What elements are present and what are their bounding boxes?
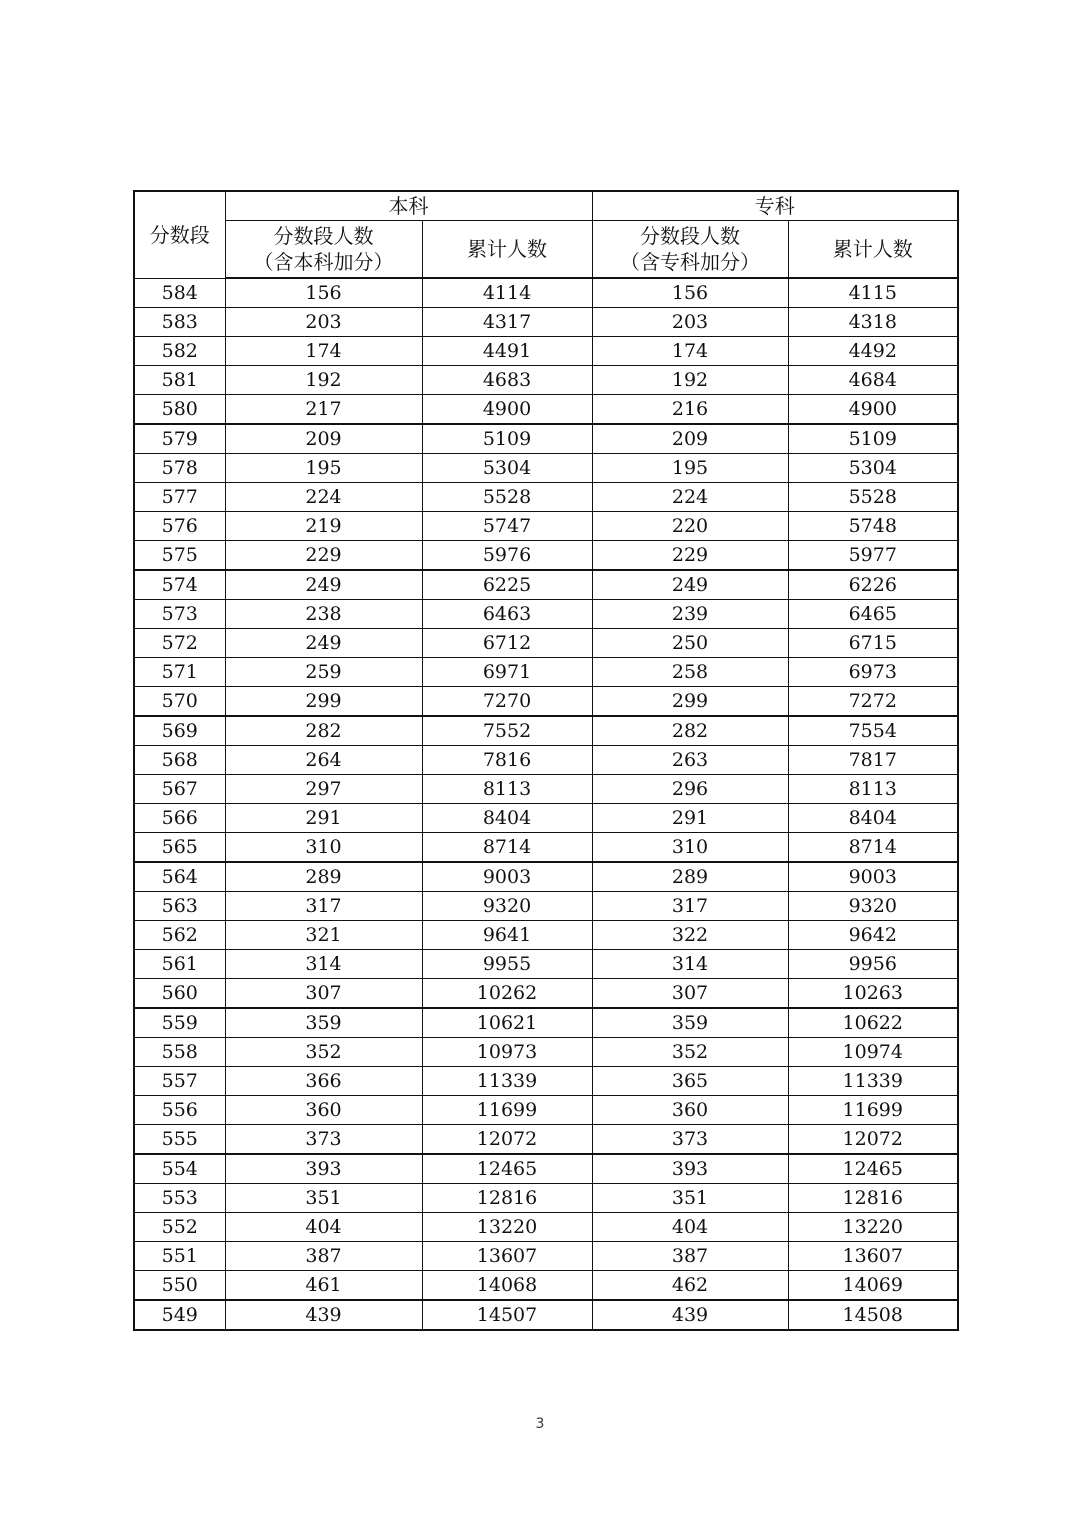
zhuanke-count-cell: 220 bbox=[592, 512, 788, 541]
zhuanke-count-cell: 195 bbox=[592, 454, 788, 483]
zhuanke-cumulative-cell: 10974 bbox=[788, 1038, 958, 1067]
score-cell: 577 bbox=[134, 483, 225, 512]
zhuanke-cumulative-cell: 5977 bbox=[788, 541, 958, 571]
score-cell: 564 bbox=[134, 862, 225, 892]
header-zhuanke-count bbox=[592, 221, 788, 279]
header-score-range: 分数段 bbox=[134, 191, 225, 278]
score-cell: 551 bbox=[134, 1242, 225, 1271]
zhuanke-cumulative-cell: 10263 bbox=[788, 979, 958, 1009]
table-row bbox=[134, 716, 958, 746]
table-row bbox=[134, 1184, 958, 1213]
zhuanke-count-cell: 263 bbox=[592, 746, 788, 775]
zhuanke-cumulative-cell: 9320 bbox=[788, 892, 958, 921]
table-row bbox=[134, 395, 958, 425]
score-cell: 582 bbox=[134, 337, 225, 366]
benke-count-cell: 291 bbox=[225, 804, 422, 833]
zhuanke-cumulative-cell: 4318 bbox=[788, 308, 958, 337]
score-cell: 550 bbox=[134, 1271, 225, 1301]
score-cell: 560 bbox=[134, 979, 225, 1009]
header-zhuanke-count-line2: （含专科加分） bbox=[620, 250, 760, 274]
benke-cumulative-cell: 5109 bbox=[422, 424, 592, 454]
score-cell: 549 bbox=[134, 1300, 225, 1330]
benke-cumulative-cell: 10973 bbox=[422, 1038, 592, 1067]
zhuanke-count-cell: 250 bbox=[592, 629, 788, 658]
benke-cumulative-cell: 5304 bbox=[422, 454, 592, 483]
zhuanke-count-cell: 387 bbox=[592, 1242, 788, 1271]
benke-cumulative-cell: 4900 bbox=[422, 395, 592, 425]
benke-cumulative-cell: 11699 bbox=[422, 1096, 592, 1125]
table-row bbox=[134, 950, 958, 979]
zhuanke-cumulative-cell: 4115 bbox=[788, 278, 958, 308]
score-cell: 559 bbox=[134, 1008, 225, 1038]
benke-cumulative-cell: 7270 bbox=[422, 687, 592, 717]
score-cell: 574 bbox=[134, 570, 225, 600]
benke-count-cell: 351 bbox=[225, 1184, 422, 1213]
score-cell: 580 bbox=[134, 395, 225, 425]
benke-cumulative-cell: 6463 bbox=[422, 600, 592, 629]
table-row bbox=[134, 775, 958, 804]
benke-count-cell: 259 bbox=[225, 658, 422, 687]
table-header bbox=[134, 191, 958, 278]
zhuanke-count-cell: 299 bbox=[592, 687, 788, 717]
benke-count-cell: 461 bbox=[225, 1271, 422, 1301]
score-cell: 576 bbox=[134, 512, 225, 541]
benke-cumulative-cell: 9320 bbox=[422, 892, 592, 921]
benke-count-cell: 314 bbox=[225, 950, 422, 979]
zhuanke-cumulative-cell: 7817 bbox=[788, 746, 958, 775]
benke-count-cell: 387 bbox=[225, 1242, 422, 1271]
benke-count-cell: 192 bbox=[225, 366, 422, 395]
table-row bbox=[134, 483, 958, 512]
score-distribution-table bbox=[133, 190, 959, 1331]
score-cell: 571 bbox=[134, 658, 225, 687]
table-row bbox=[134, 366, 958, 395]
benke-count-cell: 404 bbox=[225, 1213, 422, 1242]
table-row bbox=[134, 600, 958, 629]
zhuanke-count-cell: 249 bbox=[592, 570, 788, 600]
zhuanke-count-cell: 156 bbox=[592, 278, 788, 308]
benke-cumulative-cell: 4491 bbox=[422, 337, 592, 366]
header-row-columns bbox=[134, 221, 958, 279]
zhuanke-count-cell: 351 bbox=[592, 1184, 788, 1213]
benke-cumulative-cell: 9641 bbox=[422, 921, 592, 950]
table-row bbox=[134, 1096, 958, 1125]
benke-count-cell: 297 bbox=[225, 775, 422, 804]
benke-cumulative-cell: 4114 bbox=[422, 278, 592, 308]
zhuanke-count-cell: 310 bbox=[592, 833, 788, 863]
zhuanke-cumulative-cell: 8113 bbox=[788, 775, 958, 804]
zhuanke-count-cell: 352 bbox=[592, 1038, 788, 1067]
benke-cumulative-cell: 10262 bbox=[422, 979, 592, 1009]
header-zhuanke-cumulative: 累计人数 bbox=[788, 221, 958, 279]
zhuanke-cumulative-cell: 6715 bbox=[788, 629, 958, 658]
score-cell: 555 bbox=[134, 1125, 225, 1155]
zhuanke-cumulative-cell: 13220 bbox=[788, 1213, 958, 1242]
score-cell: 558 bbox=[134, 1038, 225, 1067]
table-row bbox=[134, 424, 958, 454]
zhuanke-cumulative-cell: 13607 bbox=[788, 1242, 958, 1271]
benke-cumulative-cell: 8113 bbox=[422, 775, 592, 804]
table-row bbox=[134, 746, 958, 775]
benke-count-cell: 359 bbox=[225, 1008, 422, 1038]
table-row bbox=[134, 629, 958, 658]
benke-count-cell: 373 bbox=[225, 1125, 422, 1155]
zhuanke-cumulative-cell: 5304 bbox=[788, 454, 958, 483]
zhuanke-count-cell: 258 bbox=[592, 658, 788, 687]
zhuanke-count-cell: 373 bbox=[592, 1125, 788, 1155]
benke-count-cell: 156 bbox=[225, 278, 422, 308]
score-cell: 583 bbox=[134, 308, 225, 337]
benke-count-cell: 439 bbox=[225, 1300, 422, 1330]
benke-cumulative-cell: 11339 bbox=[422, 1067, 592, 1096]
zhuanke-cumulative-cell: 6973 bbox=[788, 658, 958, 687]
table-row bbox=[134, 278, 958, 308]
benke-count-cell: 264 bbox=[225, 746, 422, 775]
table-row bbox=[134, 1154, 958, 1184]
benke-cumulative-cell: 9003 bbox=[422, 862, 592, 892]
score-cell: 567 bbox=[134, 775, 225, 804]
table-row bbox=[134, 921, 958, 950]
zhuanke-count-cell: 365 bbox=[592, 1067, 788, 1096]
score-cell: 568 bbox=[134, 746, 225, 775]
benke-cumulative-cell: 4317 bbox=[422, 308, 592, 337]
table-row bbox=[134, 1242, 958, 1271]
benke-cumulative-cell: 12816 bbox=[422, 1184, 592, 1213]
table-row bbox=[134, 337, 958, 366]
table-row bbox=[134, 687, 958, 717]
zhuanke-count-cell: 289 bbox=[592, 862, 788, 892]
zhuanke-cumulative-cell: 12072 bbox=[788, 1125, 958, 1155]
benke-count-cell: 209 bbox=[225, 424, 422, 454]
table-row bbox=[134, 1300, 958, 1330]
zhuanke-count-cell: 317 bbox=[592, 892, 788, 921]
score-cell: 578 bbox=[134, 454, 225, 483]
header-benke-count-line2: （含本科加分） bbox=[253, 250, 394, 274]
zhuanke-count-cell: 291 bbox=[592, 804, 788, 833]
table-row bbox=[134, 1125, 958, 1155]
score-cell: 562 bbox=[134, 921, 225, 950]
zhuanke-count-cell: 174 bbox=[592, 337, 788, 366]
benke-count-cell: 360 bbox=[225, 1096, 422, 1125]
score-cell: 579 bbox=[134, 424, 225, 454]
table-row bbox=[134, 512, 958, 541]
benke-cumulative-cell: 6971 bbox=[422, 658, 592, 687]
table-row bbox=[134, 1008, 958, 1038]
zhuanke-cumulative-cell: 10622 bbox=[788, 1008, 958, 1038]
zhuanke-count-cell: 360 bbox=[592, 1096, 788, 1125]
table-row bbox=[134, 833, 958, 863]
table-body bbox=[134, 278, 958, 1330]
zhuanke-count-cell: 359 bbox=[592, 1008, 788, 1038]
benke-cumulative-cell: 14507 bbox=[422, 1300, 592, 1330]
zhuanke-count-cell: 229 bbox=[592, 541, 788, 571]
score-cell: 552 bbox=[134, 1213, 225, 1242]
zhuanke-count-cell: 192 bbox=[592, 366, 788, 395]
benke-count-cell: 238 bbox=[225, 600, 422, 629]
benke-cumulative-cell: 12072 bbox=[422, 1125, 592, 1155]
benke-count-cell: 217 bbox=[225, 395, 422, 425]
zhuanke-count-cell: 322 bbox=[592, 921, 788, 950]
benke-cumulative-cell: 7552 bbox=[422, 716, 592, 746]
zhuanke-cumulative-cell: 12465 bbox=[788, 1154, 958, 1184]
score-cell: 570 bbox=[134, 687, 225, 717]
benke-count-cell: 195 bbox=[225, 454, 422, 483]
zhuanke-count-cell: 224 bbox=[592, 483, 788, 512]
benke-cumulative-cell: 6712 bbox=[422, 629, 592, 658]
benke-count-cell: 299 bbox=[225, 687, 422, 717]
table-row bbox=[134, 570, 958, 600]
benke-count-cell: 174 bbox=[225, 337, 422, 366]
benke-cumulative-cell: 14068 bbox=[422, 1271, 592, 1301]
benke-count-cell: 366 bbox=[225, 1067, 422, 1096]
zhuanke-count-cell: 282 bbox=[592, 716, 788, 746]
benke-count-cell: 310 bbox=[225, 833, 422, 863]
score-cell: 581 bbox=[134, 366, 225, 395]
zhuanke-cumulative-cell: 4900 bbox=[788, 395, 958, 425]
zhuanke-cumulative-cell: 11339 bbox=[788, 1067, 958, 1096]
zhuanke-count-cell: 404 bbox=[592, 1213, 788, 1242]
zhuanke-cumulative-cell: 7272 bbox=[788, 687, 958, 717]
benke-count-cell: 307 bbox=[225, 979, 422, 1009]
zhuanke-cumulative-cell: 8714 bbox=[788, 833, 958, 863]
zhuanke-cumulative-cell: 4492 bbox=[788, 337, 958, 366]
score-cell: 572 bbox=[134, 629, 225, 658]
benke-cumulative-cell: 5528 bbox=[422, 483, 592, 512]
zhuanke-count-cell: 393 bbox=[592, 1154, 788, 1184]
score-cell: 584 bbox=[134, 278, 225, 308]
benke-cumulative-cell: 6225 bbox=[422, 570, 592, 600]
score-cell: 553 bbox=[134, 1184, 225, 1213]
header-group-zhuanke: 专科 bbox=[592, 191, 958, 221]
benke-count-cell: 203 bbox=[225, 308, 422, 337]
header-benke-cumulative: 累计人数 bbox=[422, 221, 592, 279]
benke-cumulative-cell: 9955 bbox=[422, 950, 592, 979]
header-benke-count bbox=[225, 221, 422, 279]
score-cell: 563 bbox=[134, 892, 225, 921]
zhuanke-count-cell: 439 bbox=[592, 1300, 788, 1330]
header-row-groups bbox=[134, 191, 958, 221]
benke-count-cell: 321 bbox=[225, 921, 422, 950]
zhuanke-count-cell: 203 bbox=[592, 308, 788, 337]
benke-count-cell: 219 bbox=[225, 512, 422, 541]
score-cell: 556 bbox=[134, 1096, 225, 1125]
score-cell: 557 bbox=[134, 1067, 225, 1096]
benke-cumulative-cell: 5747 bbox=[422, 512, 592, 541]
benke-cumulative-cell: 12465 bbox=[422, 1154, 592, 1184]
zhuanke-cumulative-cell: 11699 bbox=[788, 1096, 958, 1125]
benke-cumulative-cell: 5976 bbox=[422, 541, 592, 571]
zhuanke-cumulative-cell: 14508 bbox=[788, 1300, 958, 1330]
table-row bbox=[134, 658, 958, 687]
zhuanke-cumulative-cell: 9003 bbox=[788, 862, 958, 892]
zhuanke-cumulative-cell: 6226 bbox=[788, 570, 958, 600]
benke-count-cell: 317 bbox=[225, 892, 422, 921]
benke-count-cell: 289 bbox=[225, 862, 422, 892]
benke-cumulative-cell: 4683 bbox=[422, 366, 592, 395]
header-benke-count-line1: 分数段人数 bbox=[273, 224, 374, 248]
zhuanke-cumulative-cell: 9956 bbox=[788, 950, 958, 979]
header-zhuanke-count-line1: 分数段人数 bbox=[640, 224, 740, 248]
zhuanke-cumulative-cell: 5109 bbox=[788, 424, 958, 454]
score-cell: 575 bbox=[134, 541, 225, 571]
score-cell: 554 bbox=[134, 1154, 225, 1184]
zhuanke-cumulative-cell: 8404 bbox=[788, 804, 958, 833]
score-cell: 566 bbox=[134, 804, 225, 833]
table-row bbox=[134, 979, 958, 1009]
benke-count-cell: 249 bbox=[225, 570, 422, 600]
benke-cumulative-cell: 8714 bbox=[422, 833, 592, 863]
score-cell: 569 bbox=[134, 716, 225, 746]
zhuanke-cumulative-cell: 14069 bbox=[788, 1271, 958, 1301]
benke-count-cell: 224 bbox=[225, 483, 422, 512]
benke-count-cell: 393 bbox=[225, 1154, 422, 1184]
zhuanke-cumulative-cell: 7554 bbox=[788, 716, 958, 746]
score-cell: 561 bbox=[134, 950, 225, 979]
table-row bbox=[134, 804, 958, 833]
zhuanke-count-cell: 209 bbox=[592, 424, 788, 454]
zhuanke-cumulative-cell: 4684 bbox=[788, 366, 958, 395]
zhuanke-cumulative-cell: 12816 bbox=[788, 1184, 958, 1213]
table-row bbox=[134, 1213, 958, 1242]
table-row bbox=[134, 1067, 958, 1096]
zhuanke-count-cell: 314 bbox=[592, 950, 788, 979]
table-row bbox=[134, 862, 958, 892]
benke-cumulative-cell: 13220 bbox=[422, 1213, 592, 1242]
benke-cumulative-cell: 7816 bbox=[422, 746, 592, 775]
table-row bbox=[134, 1038, 958, 1067]
benke-count-cell: 229 bbox=[225, 541, 422, 571]
zhuanke-cumulative-cell: 9642 bbox=[788, 921, 958, 950]
zhuanke-count-cell: 239 bbox=[592, 600, 788, 629]
zhuanke-cumulative-cell: 5748 bbox=[788, 512, 958, 541]
zhuanke-cumulative-cell: 5528 bbox=[788, 483, 958, 512]
score-cell: 565 bbox=[134, 833, 225, 863]
table-row bbox=[134, 892, 958, 921]
benke-count-cell: 249 bbox=[225, 629, 422, 658]
benke-cumulative-cell: 10621 bbox=[422, 1008, 592, 1038]
table-row bbox=[134, 308, 958, 337]
table-row bbox=[134, 541, 958, 571]
table-row bbox=[134, 454, 958, 483]
page-number: 3 bbox=[535, 1416, 545, 1432]
benke-cumulative-cell: 8404 bbox=[422, 804, 592, 833]
zhuanke-count-cell: 216 bbox=[592, 395, 788, 425]
benke-count-cell: 282 bbox=[225, 716, 422, 746]
benke-cumulative-cell: 13607 bbox=[422, 1242, 592, 1271]
benke-count-cell: 352 bbox=[225, 1038, 422, 1067]
zhuanke-count-cell: 296 bbox=[592, 775, 788, 804]
score-cell: 573 bbox=[134, 600, 225, 629]
zhuanke-count-cell: 307 bbox=[592, 979, 788, 1009]
table-row bbox=[134, 1271, 958, 1301]
zhuanke-count-cell: 462 bbox=[592, 1271, 788, 1301]
header-group-benke: 本科 bbox=[225, 191, 592, 221]
zhuanke-cumulative-cell: 6465 bbox=[788, 600, 958, 629]
